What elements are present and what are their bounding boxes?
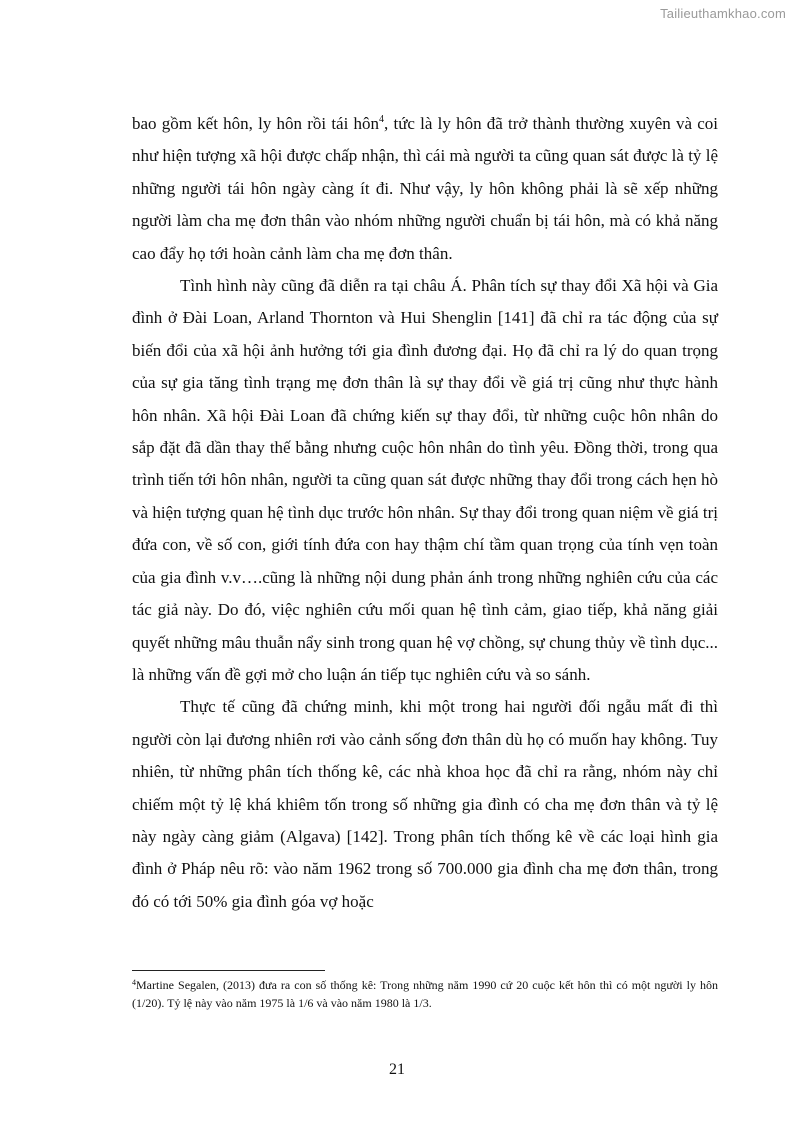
body-text bbox=[132, 108, 718, 918]
paragraph-3: Thực tế cũng đã chứng minh, khi một trong hai người đối ngẫu mất đi thì người còn lại đương nhiên rơi vào cảnh sống đơn thân dù họ có muốn hay không. Tuy nhiên, từ những phân tích thống kê, các nhà khoa học đã chỉ ra rằng, nhóm này chỉ chiếm một tỷ lệ khá khiêm tốn trong số những gia đình có cha mẹ đơn thân và tỷ lệ này ngày càng giảm (Algava) [142]. Trong phân tích thống kê về các loại hình gia đình ở Pháp nêu rõ: vào năm 1962 trong số 700.000 gia đình cha mẹ đơn thân, trong đó có tới 50% gia đình góa vợ hoặc bbox=[132, 697, 718, 911]
footnote-text: Martine Segalen, (2013) đưa ra con số thống kê: Trong những năm 1990 cứ 20 cuộc kết hôn thì có một người ly hôn (1/20). Tỷ lệ này vào năm 1975 là 1/6 và vào năm 1980 là 1/3. bbox=[132, 978, 718, 1010]
footnote-marker: 4 bbox=[132, 978, 136, 987]
paragraph-1-text-a: bao gồm kết hôn, ly hôn rồi tái hôn bbox=[132, 114, 380, 133]
footnote bbox=[132, 976, 718, 1012]
paragraph-2: Tình hình này cũng đã diễn ra tại châu Á. Phân tích sự thay đổi Xã hội và Gia đình ở Đài Loan, Arland Thornton và Hui Shenglin [141] đã chỉ ra tác động của sự biến đổi của xã hội ảnh hưởng tới gia đình đương đại. Họ đã chỉ ra lý do quan trọng của sự gia tăng tình trạng mẹ đơn thân là sự thay đổi về giá trị cũng như thực hành hôn nhân. Xã hội Đài Loan đã chứng kiến sự thay đổi, từ những cuộc hôn nhân do sắp đặt đã dần thay thế bằng nhưng cuộc hôn nhân do tình yêu. Đồng thời, trong qua trình tiến tới hôn nhân, người ta cũng quan sát được những thay đổi trong cách hẹn hò và hiện tượng quan hệ tình dục trước hôn nhân. Sự thay đổi trong quan niệm về giá trị đứa con, về số con, giới tính đứa con hay thậm chí tầm quan trọng của tính vẹn toàn của gia đình v.v….cũng là những nội dung phản ánh trong những nghiên cứu của các tác giả này. Do đó, việc nghiên cứu mối quan hệ tình cảm, giao tiếp, khả năng giải quyết những mâu thuẫn nẩy sinh trong quan hệ vợ chồng, sự chung thủy về tình dục... là những vấn đề gợi mở cho luận án tiếp tục nghiên cứu và so sánh. bbox=[132, 276, 718, 684]
page-number: 21 bbox=[389, 1061, 405, 1078]
footnote-separator bbox=[132, 970, 325, 971]
paragraph-1-text-b: , tức là ly hôn đã trở thành thường xuyên và coi như hiện tượng xã hội được chấp nhận, thì cái mà người ta cũng quan sát được là tỷ lệ những người tái hôn ngày càng ít đi. Như vậy, ly hôn không phải là sẽ xếp những người làm cha mẹ đơn thân vào nhóm những người chuẩn bị tái hôn, mà có khả năng cao đẩy họ tới hoàn cảnh làm cha mẹ đơn thân. bbox=[132, 114, 718, 263]
footnote-reference[interactable]: 4 bbox=[379, 114, 385, 125]
paragraph-1 bbox=[132, 108, 718, 270]
watermark-text: Tailieuthamkhao.com bbox=[660, 6, 786, 21]
